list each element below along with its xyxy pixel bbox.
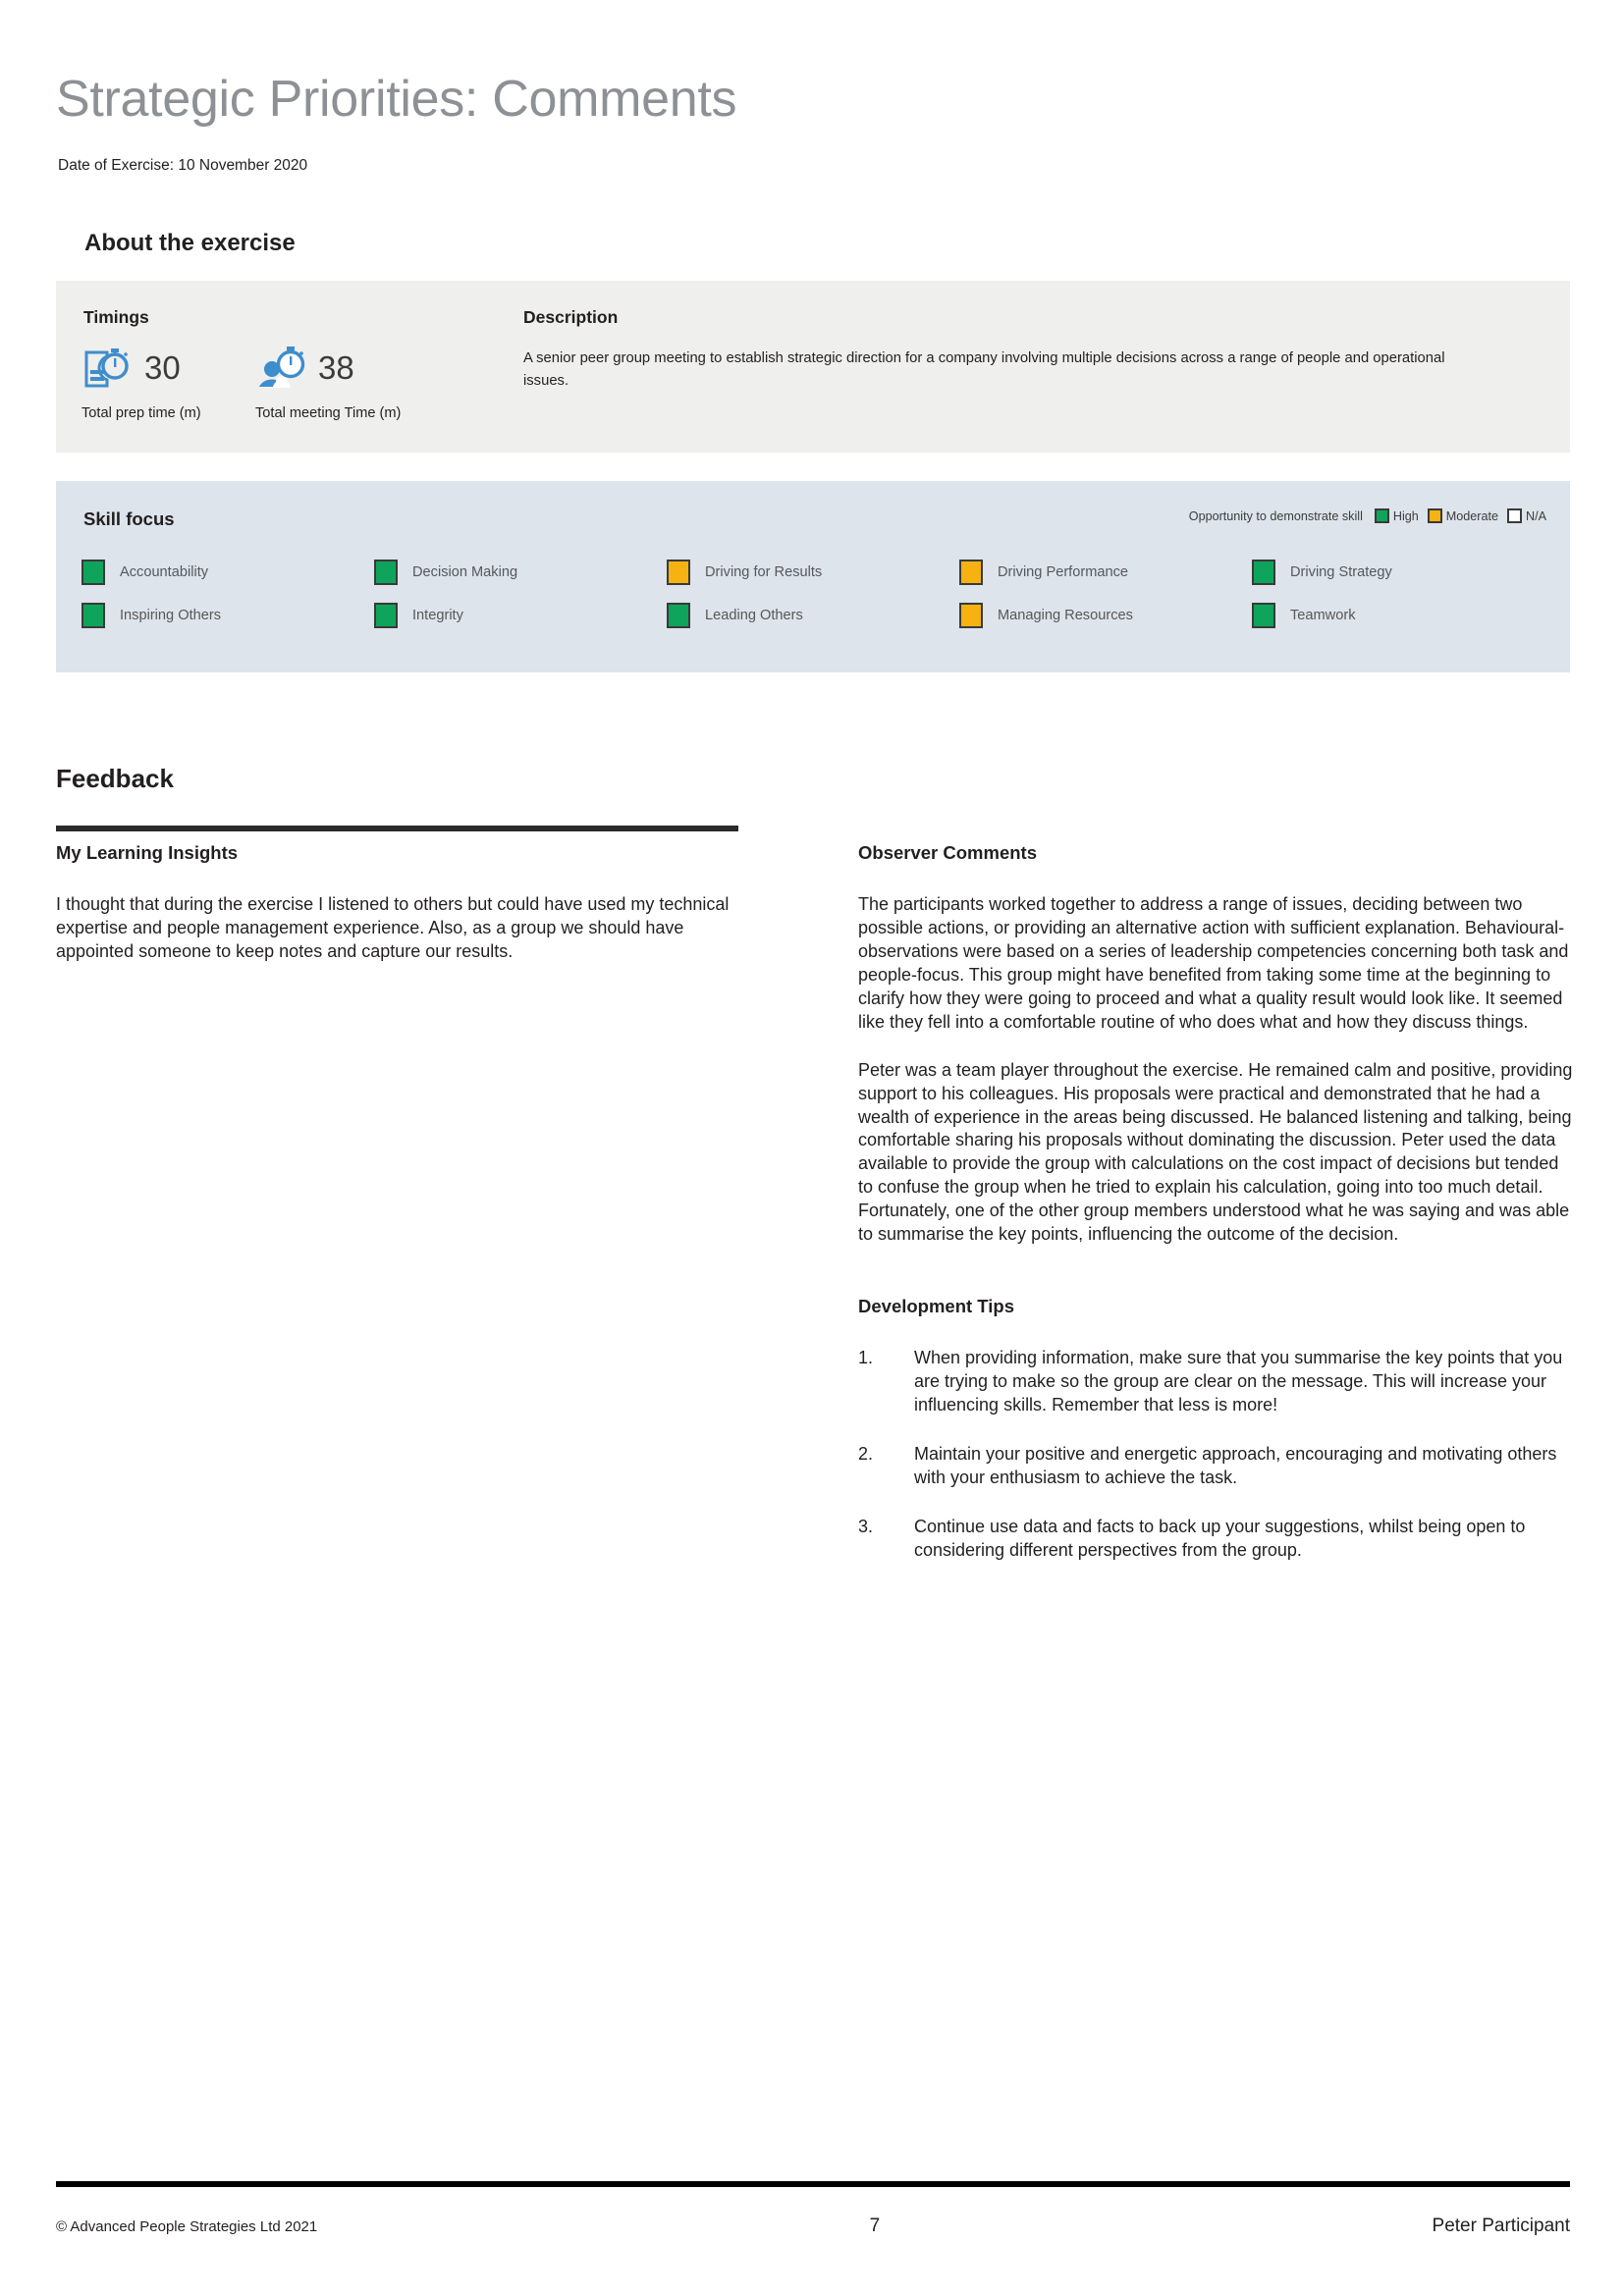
skill-swatch	[1252, 603, 1275, 628]
skill-label: Accountability	[120, 564, 209, 580]
about-exercise-panel	[56, 281, 1570, 453]
skill-item-driving-performance	[959, 560, 1252, 585]
skill-label: Leading Others	[705, 608, 803, 623]
page-title: Strategic Priorities: Comments	[56, 71, 737, 128]
skill-swatch	[81, 560, 105, 585]
legend-label-high: High	[1392, 508, 1419, 523]
skill-legend	[1189, 508, 1546, 523]
development-tip-number: 1.	[858, 1348, 874, 1368]
observer-comments-column	[858, 842, 1573, 1588]
skill-item-inspiring-others	[81, 603, 374, 628]
feedback-divider	[56, 826, 738, 831]
skill-swatch	[374, 603, 398, 628]
metric-value: 38	[318, 348, 354, 386]
legend-item-high	[1375, 508, 1419, 523]
skill-focus-heading: Skill focus	[83, 508, 175, 529]
skill-item-managing-resources	[959, 603, 1252, 628]
timings-label: Timings	[83, 307, 149, 327]
skill-swatch	[667, 603, 690, 628]
skill-swatch	[374, 560, 398, 585]
learning-insights-heading: My Learning Insights	[56, 842, 239, 863]
skill-label: Integrity	[412, 608, 463, 623]
skill-item-integrity	[374, 603, 667, 628]
development-tip-item	[858, 1443, 1573, 1490]
skill-item-teamwork	[1252, 603, 1544, 628]
learning-insights-column	[56, 842, 761, 964]
skill-swatch	[1252, 560, 1275, 585]
legend-item-moderate	[1428, 508, 1498, 523]
skill-swatch	[81, 603, 105, 628]
description-text: A senior peer group meeting to establish strategic direction for a company involving multiple decisions across a range of people and operational issues.	[523, 350, 1445, 389]
development-tip-text: When providing information, make sure that you summarise the key points that you are trying to make so the group are clear on the message. This will increase your influencing skills. Remember that less is more!	[914, 1348, 1563, 1415]
skill-grid	[81, 560, 1544, 628]
people-stopwatch-icon	[255, 343, 308, 392]
development-tip-item	[858, 1516, 1573, 1563]
footer-participant-name: Peter Participant	[1432, 2216, 1570, 2236]
footer-divider	[56, 2181, 1570, 2187]
skill-focus-panel	[56, 481, 1570, 672]
development-tips-heading: Development Tips	[858, 1296, 1015, 1317]
metric-caption: Total prep time (m)	[81, 405, 201, 421]
legend-item-na	[1507, 508, 1546, 523]
observer-comments-paragraph-1: The participants worked together to address a range of issues, deciding between two possible actions, or providing an alternative action with sufficient explanation. Behavioural-observations were based on a series of leadership competencies concerning both task and people-focus. This group might have benefited from taking some time at the beginning to clarify how they were going to proceed and what a quality result would look like. It seemed like they fell into a comfortable routine of who does what and how they discuss things.	[858, 894, 1569, 1032]
observer-comments-paragraph-2: Peter was a team player throughout the exercise. He remained calm and positive, providing support to his colleagues. His proposals were practical and demonstrated that he had a wealth of experience in the areas being discussed. He balanced listening and talking, being comfortable sharing his proposals without dominating the discussion. Peter used the data available to provide the group with calculations on the cost impact of decisions but tended to confuse the group when he tried to explain his calculation, going into too much detail. Fortunately, one of the other group members understood what he was saying and was able to summarise the key points, influencing the outcome of the decision.	[858, 1059, 1573, 1245]
legend-swatch-moderate	[1428, 508, 1442, 523]
metric-total-prep-time	[81, 340, 201, 421]
metric-caption: Total meeting Time (m)	[255, 405, 402, 421]
skill-label: Teamwork	[1290, 608, 1356, 623]
skill-label: Driving Strategy	[1290, 564, 1392, 580]
metric-value: 30	[144, 348, 181, 386]
development-tip-text: Maintain your positive and energetic approach, encouraging and motivating others with your enthusiasm to achieve the task.	[914, 1443, 1557, 1487]
document-stopwatch-icon	[81, 343, 135, 392]
footer-page-number: 7	[869, 2216, 881, 2236]
skill-label: Driving for Results	[705, 564, 823, 580]
skill-swatch	[959, 603, 983, 628]
development-tip-number: 2.	[858, 1443, 874, 1464]
learning-insights-text: I thought that during the exercise I listened to others but could have used my technical expertise and people management experience. Also, as a group we should have appointed someone to keep notes and capture our results.	[56, 894, 730, 961]
legend-swatch-high	[1375, 508, 1389, 523]
skill-item-accountability	[81, 560, 374, 585]
legend-label-moderate: Moderate	[1445, 508, 1498, 523]
skill-label: Driving Performance	[998, 564, 1129, 580]
skill-label: Inspiring Others	[120, 608, 222, 623]
feedback-heading: Feedback	[56, 764, 174, 793]
skill-label: Managing Resources	[998, 608, 1133, 623]
legend-label-na: N/A	[1526, 508, 1546, 523]
skill-item-leading-others	[667, 603, 959, 628]
skill-item-decision-making	[374, 560, 667, 585]
development-tip-number: 3.	[858, 1516, 874, 1536]
skill-swatch	[959, 560, 983, 585]
skill-label: Decision Making	[412, 564, 518, 580]
skill-item-driving-for-results	[667, 560, 959, 585]
description-label: Description	[523, 307, 619, 327]
exercise-date: Date of Exercise: 10 November 2020	[58, 157, 308, 174]
about-exercise-heading: About the exercise	[84, 230, 296, 256]
page-footer	[56, 2216, 1570, 2237]
development-tip-item	[858, 1347, 1573, 1417]
development-tip-text: Continue use data and facts to back up your suggestions, whilst being open to considering different perspectives from the group.	[914, 1516, 1526, 1560]
legend-swatch-na	[1507, 508, 1522, 523]
footer-copyright: © Advanced People Strategies Ltd 2021	[56, 2217, 318, 2235]
observer-comments-heading: Observer Comments	[858, 842, 1037, 863]
legend-caption: Opportunity to demonstrate skill	[1188, 508, 1363, 523]
metric-total-meeting-time	[255, 340, 401, 421]
skill-item-driving-strategy	[1252, 560, 1544, 585]
skill-swatch	[667, 560, 690, 585]
